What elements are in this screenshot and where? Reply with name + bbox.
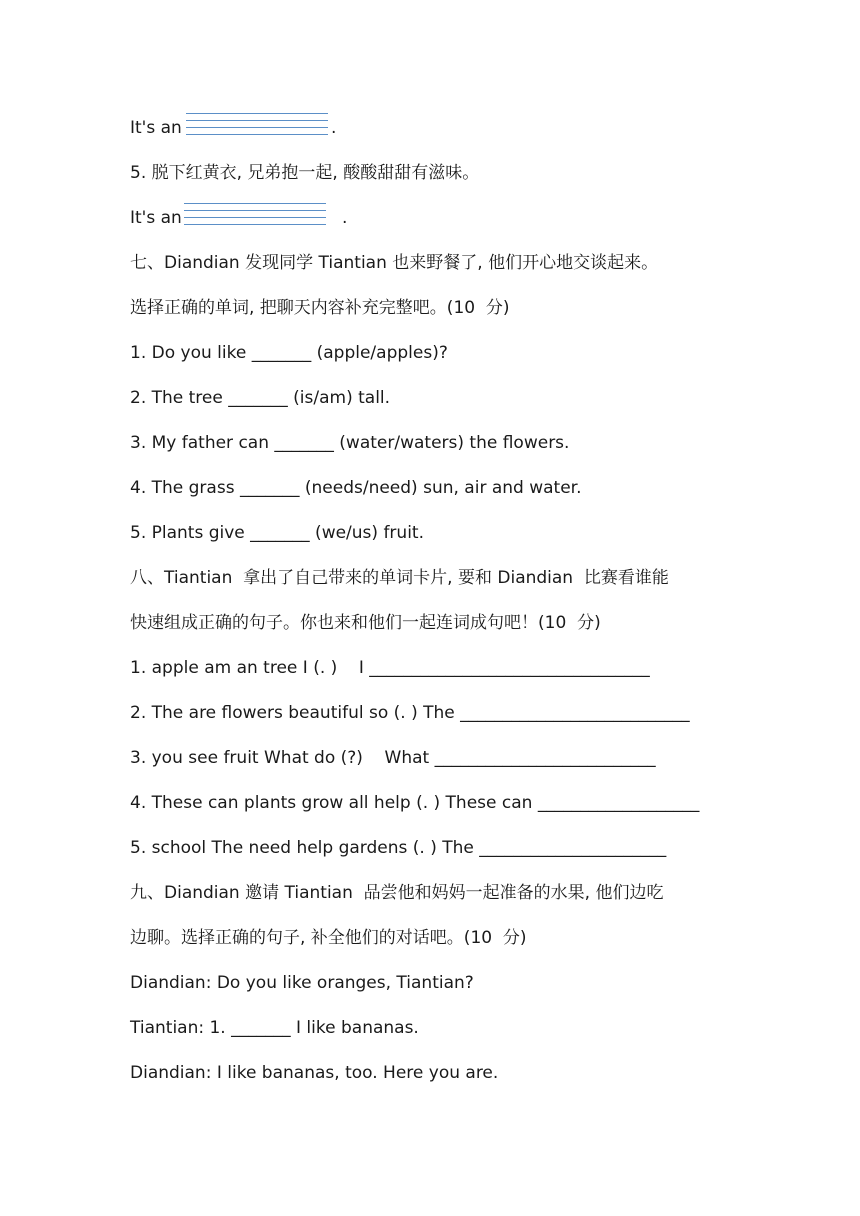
- section-7-title: 七、Diandian 发现同学 Tiantian 也来野餐了, 他们开心地交谈起来。: [130, 253, 659, 273]
- answer-prefix-2: It's an: [130, 208, 182, 228]
- section-7-question-3: 3. My father can _______ (water/waters) the flowers.: [130, 433, 570, 453]
- dialogue-line-2: Tiantian: 1. _______ I like bananas.: [130, 1018, 419, 1038]
- dialogue-line-3: Diandian: I like bananas, too. Here you are.: [130, 1063, 499, 1083]
- section-7-question-1: 1. Do you like _______ (apple/apples)?: [130, 343, 448, 363]
- section-8-title: 八、Tiantian 拿出了自己带来的单词卡片, 要和 Diandian 比赛看谁能: [130, 568, 669, 588]
- riddle-5: 5. 脱下红黄衣, 兄弟抱一起, 酸酸甜甜有滋味。: [130, 163, 480, 183]
- section-8-question-2: 2. The are flowers beautiful so (. ) The ___________________________: [130, 703, 690, 723]
- handwriting-lines-1[interactable]: [186, 113, 328, 135]
- section-7-question-2: 2. The tree _______ (is/am) tall.: [130, 388, 391, 408]
- handwriting-lines-2[interactable]: [184, 203, 326, 225]
- answer-suffix-1: .: [331, 118, 337, 138]
- section-7-question-5: 5. Plants give _______ (we/us) fruit.: [130, 523, 424, 543]
- answer-prefix-1: It's an: [130, 118, 182, 138]
- section-8-question-5: 5. school The need help gardens (. ) The ______________________: [130, 838, 667, 858]
- section-8-question-1: 1. apple am an tree I (. ) I _________________________________: [130, 658, 650, 678]
- section-8-instructions: 快速组成正确的句子。你也来和他们一起连词成句吧！(10 分): [130, 613, 601, 633]
- section-8-question-4: 4. These can plants grow all help (. ) These can ___________________: [130, 793, 700, 813]
- section-7-instructions: 选择正确的单词, 把聊天内容补充完整吧。(10 分): [130, 298, 510, 318]
- answer-suffix-2: .: [342, 208, 348, 228]
- section-9-title: 九、Diandian 邀请 Tiantian 品尝他和妈妈一起准备的水果, 他们边吃: [130, 883, 664, 903]
- dialogue-line-1: Diandian: Do you like oranges, Tiantian?: [130, 973, 474, 993]
- section-7-question-4: 4. The grass _______ (needs/need) sun, air and water.: [130, 478, 582, 498]
- section-9-instructions: 边聊。选择正确的句子, 补全他们的对话吧。(10 分): [130, 928, 527, 948]
- section-8-question-3: 3. you see fruit What do (?) What __________________________: [130, 748, 656, 768]
